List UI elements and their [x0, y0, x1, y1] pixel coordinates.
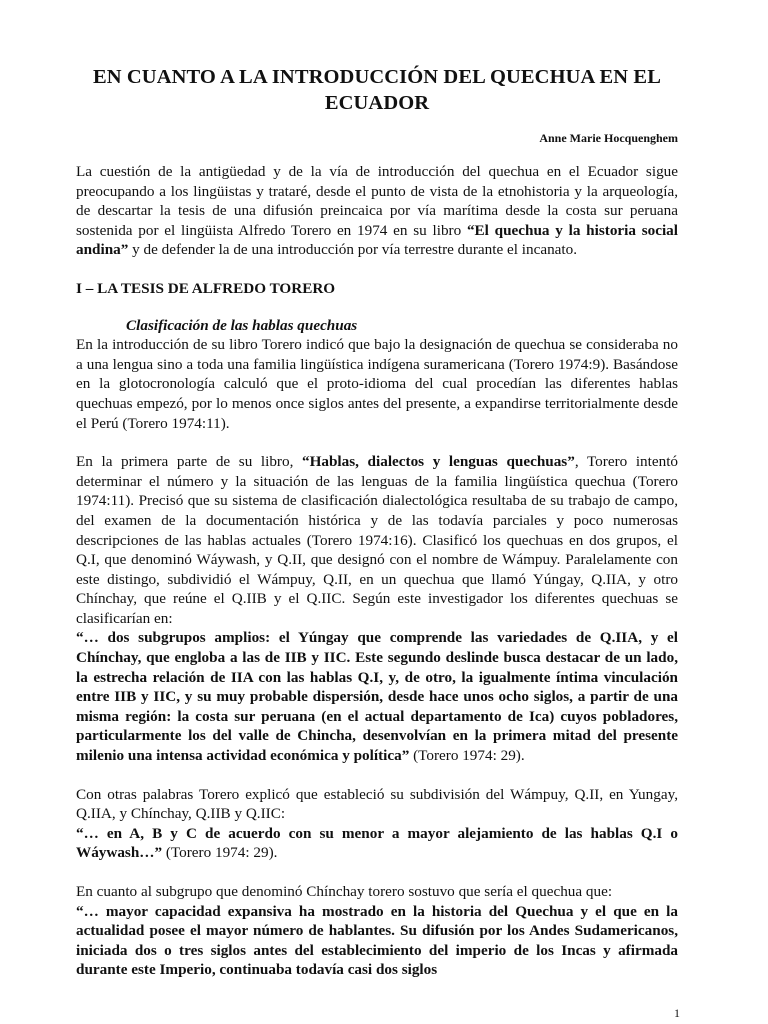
quote-2-citation: (Torero 1974: 29). — [162, 844, 278, 862]
quote-3-text: “… mayor capacidad expansiva ha mostrado en la historia del Quechua y el que en la actualidad posee el mayor número de hablantes. Su difusión por los Andes Sudamericanos, iniciada dos o tres siglos antes del establecimiento del imperio de los Incas y afirmada durante este Imperio, continuaba todavía casi dos siglos — [76, 902, 678, 979]
part-title: “Hablas, dialectos y lenguas quechuas” — [301, 453, 575, 471]
paragraph-2 — [76, 452, 678, 628]
quote-2 — [76, 824, 678, 863]
quote-1-text: “… dos subgrupos amplios: el Yúngay que comprende las variedades de Q.IIA, y el Chínchay, que engloba a las de IIB y IIC. Este segundo deslinde busca destacar de un lado, la estrecha relación de IIA con las hablas Q.I, y, de otro, la igualmente íntima vinculación entre IIB y IIC, y su muy probable dispersión, desde hace unos ocho siglos, a partir de una misma región: la costa sur peruana (en el actual departamento de Ica) cuyos pobladores, particularmente los del valle de Chincha, desenvolvían en la primera mitad del presente milenio una intensa actividad económica y política” — [76, 629, 678, 765]
author-name: Anne Marie Hocquenghem — [539, 131, 678, 145]
subheading: Clasificación de las hablas quechuas — [126, 316, 358, 334]
paragraph-2-text-1: En la primera parte de su libro, — [76, 453, 302, 471]
paragraph-3: Con otras palabras Torero explicó que estableció su subdivisión del Wámpuy, Q.II, en Yungay, Q.IIA, y Chínchay, Q.IIB y Q.IIC: — [76, 785, 678, 823]
quote-1 — [76, 628, 678, 765]
quote-2-text: “… en A, B y C de acuerdo con su menor a mayor alejamiento de las hablas Q.I o Wáywash…” — [76, 824, 678, 862]
paragraph-1: En la introducción de su libro Torero indicó que bajo la designación de quechua se consideraba no a una lengua sino a toda una familia lingüística indígena suramericana (Torero 1974:9). Basándose en la glotocronología calculó que el proto-idioma del cual procedían las diferentes hablas quechuas empezó, por lo menos once siglos antes del presente, a expandirse territorialmente desde el Perú (Torero 1974:11). — [76, 336, 678, 432]
quote-1-citation: (Torero 1974: 29). — [409, 747, 525, 765]
intro-paragraph — [76, 162, 678, 260]
intro-text-1: La cuestión de la antigüedad y de la vía de introducción del quechua en el Ecuador sigue preocupando a los lingüistas y trataré, desde el punto de vista de la etnohistoria y la arqueología, de descartar la tesis de una difusión preincaica por vía marítima desde la costa sur peruana sostenida por el lingüista Alfredo Torero en 1974 en su libro — [76, 163, 678, 239]
document-title: EN CUANTO A LA INTRODUCCIÓN DEL QUECHUA EN EL ECUADOR — [93, 66, 661, 114]
book-title: “El quechua y la historia social andina” — [76, 221, 678, 259]
paragraph-2-text-2: , Torero intentó determinar el número y la situación de las lenguas de la familia lingüística quechua (Torero 1974:11). Precisó que su sistema de clasificación dialectológica resultaba de su trabajo de campo, del examen de la documentación histórica y de las todavía parciales y poco numerosas descripciones de las hablas actuales (Torero 1974:16). Clasificó los quechuas en dos grupos, el Q.I, que denominó Wáywash, y Q.II, que designó con el nombre de Wámpuy. Paralelamente con este distingo, subdividió el Wámpuy, Q.II, en un quechua que llamó Yúngay, Q.IIA, y otro Chínchay, que reúne el Q.IIB y el Q.IIC. Según este investigador los diferentes quechuas se clasificarían en: — [76, 453, 679, 627]
paragraph-4: En cuanto al subgrupo que denominó Chínchay torero sostuvo que sería el quechua que: — [76, 883, 613, 900]
section-heading: I – LA TESIS DE ALFREDO TORERO — [76, 279, 336, 297]
page-number: 1 — [674, 1006, 680, 1020]
quote-3 — [76, 902, 678, 980]
intro-text-2: y de defender la de una introducción por vía terrestre durante el incanato. — [128, 241, 578, 259]
document-page — [76, 64, 678, 980]
